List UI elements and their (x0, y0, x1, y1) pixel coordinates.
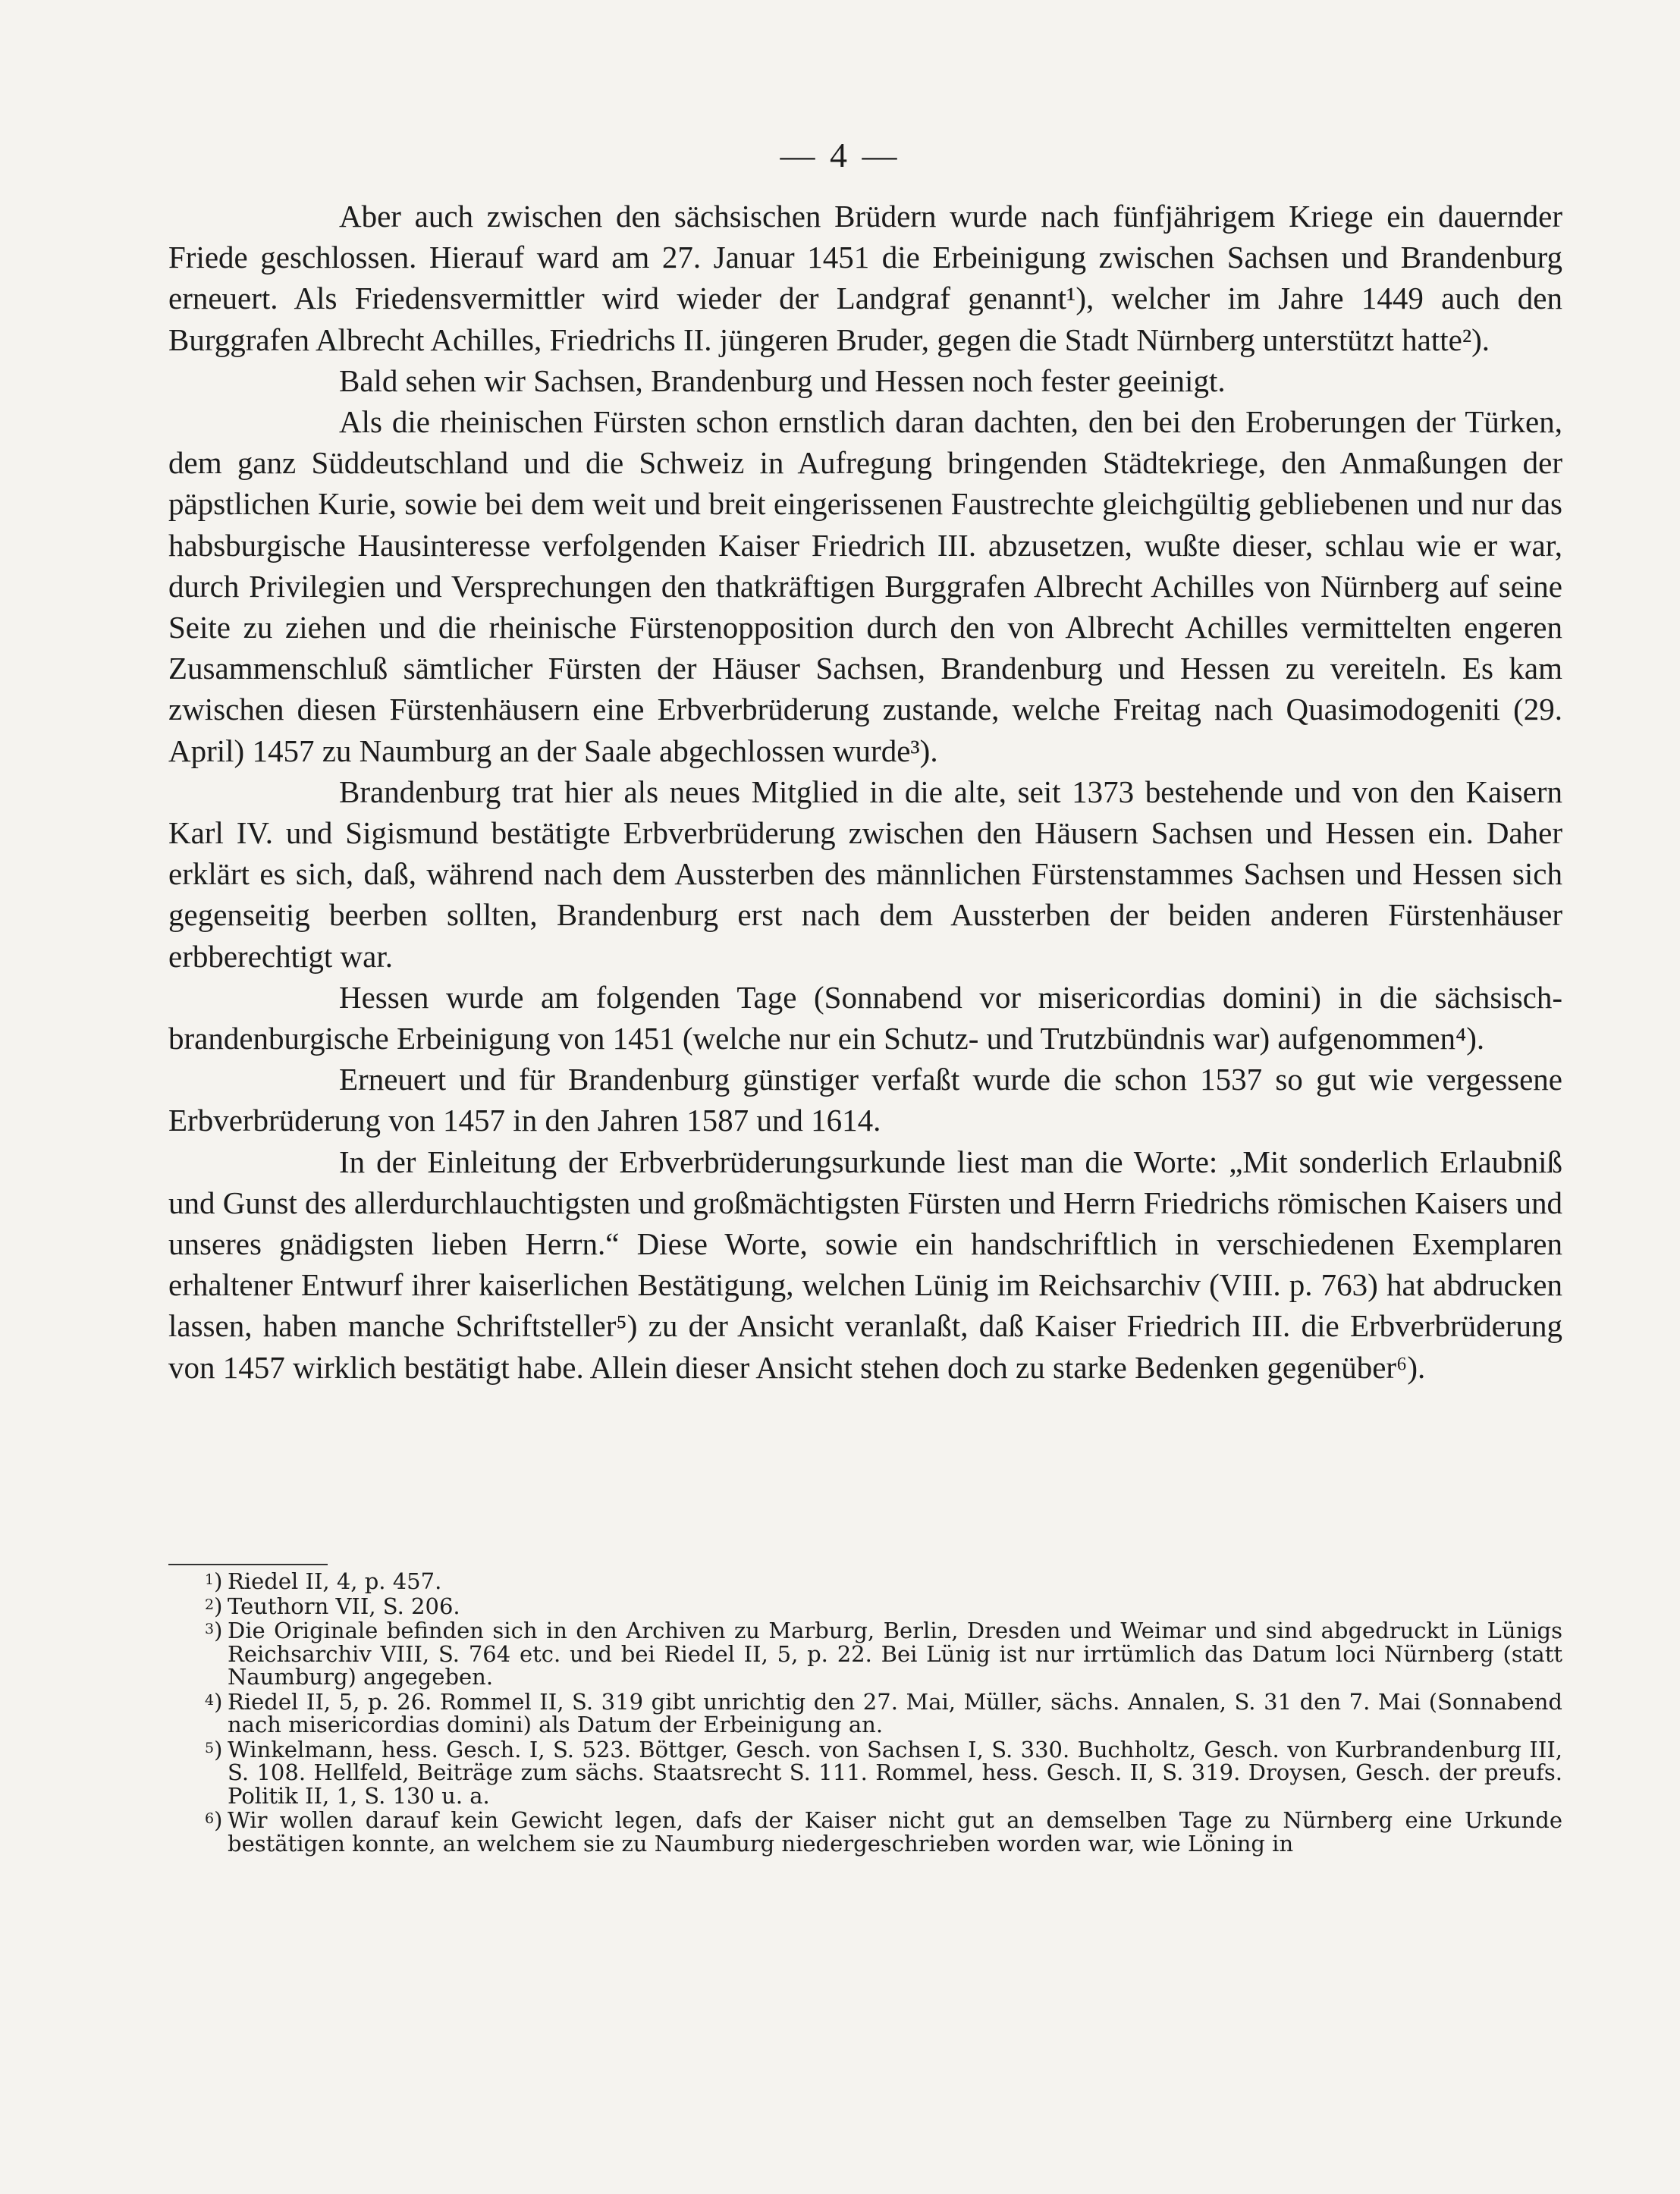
footnote-mark: 4 ) (205, 1686, 222, 1712)
footnote-text: Die Originale befinden sich in den Archiven zu Marburg, Berlin, Dresden und Weimar und sind abgedruckt in Lünigs Reichsarchiv VIII, S. 764 etc. und bei Riedel II, 5, p. 22. Bei Lünig ist nur irrtümlich das Datum loci Nürnberg (statt Naumburg) angegeben. (228, 1618, 1562, 1690)
footnote-text: Riedel II, 4, p. 457. (228, 1568, 442, 1594)
footnote-text: Riedel II, 5, p. 26. Rommel II, S. 319 gibt unrichtig den 27. Mai, Müller, sächs. Annalen, S. 31 den 7. Mai (Sonnabend nach misericordias domini) als Datum der Erbeinigung an. (228, 1688, 1562, 1737)
footnote-text: Teuthorn VII, S. 206. (228, 1593, 460, 1619)
paragraph-4: Brandenburg trat hier als neues Mitglied in die alte, seit 1373 bestehende und von den Kaisern Karl IV. und Sigismund bestätigte Erbverbrüderung zwischen den Häusern Sachsen und Hessen ein. Daher erklärt es sich, daß, während nach dem Aussterben des männlichen Fürstenstammes Sachsen und Hessen sich gegenseitig beerben sollten, Brandenburg erst nach dem Aussterben der beiden anderen Fürstenhäuser erbberechtigt war. (168, 774, 1562, 974)
footnote-mark: 5 ) (205, 1734, 222, 1760)
paragraph-6: Erneuert und für Brandenburg günstiger verfaßt wurde die schon 1537 so gut wie vergessene Erbverbrüderung von 1457 in den Jahren 1587 und 1614. (168, 1062, 1562, 1138)
paragraph-1: Aber auch zwischen den sächsischen Brüdern wurde nach fünfjährigem Kriege ein dauernder Friede geschlossen. Hierauf ward am 27. Januar 1451 die Erbeinigung zwischen Sachsen und Brandenburg erneuert. Als Friedensvermittler wird wieder der Landgraf genannt¹), welcher im Jahre 1449 auch den Burggrafen Albrecht Achilles, Friedrichs II. jüngeren Bruder, gegen die Stadt Nürnberg unterstützt hatte²). (168, 199, 1562, 357)
footnote-mark: 1 ) (205, 1565, 222, 1592)
footnote-3 (168, 1619, 1562, 1689)
paragraph-2: Bald sehen wir Sachsen, Brandenburg und Hessen noch fester geeinigt. (339, 363, 1226, 398)
footnote-mark: 6 ) (205, 1804, 222, 1831)
footnote-text: Winkelmann, hess. Gesch. I, S. 523. Böttger, Gesch. von Sachsen I, S. 330. Buchholtz, Gesch. von Kurbrandenburg III, S. 108. Hellfeld, Beiträge zum sächs. Staatsrecht S. 111. Rommel, hess. Gesch. II, S. 319. Droysen, Gesch. der preufs. Politik II, 1, S. 130 u. a. (228, 1736, 1562, 1809)
footnote-separator (168, 1564, 328, 1565)
footnote-mark: 2 ) (205, 1590, 222, 1617)
page-number: — 4 — (780, 136, 900, 174)
paragraph-7: In der Einleitung der Erbverbrüderungsurkunde liest man die Worte: „Mit sonderlich Erlaubniß und Gunst des allerdurchlauchtigsten und großmächtigsten Fürsten und Herrn Friedrichs römischen Kaisers und unseres gnädigsten lieben Herrn.“ Diese Worte, sowie ein handschriftlich in verschiedenen Exemplaren erhaltener Entwurf ihrer kaiserlichen Bestätigung, welchen Lünig im Reichsarchiv (VIII. p. 763) hat abdrucken lassen, haben manche Schriftsteller⁵) zu der Ansicht veranlaßt, daß Kaiser Friedrich III. die Erbverbrüderung von 1457 wirklich bestätigt habe. Allein dieser Ansicht stehen doch zu starke Bedenken gegenüber⁶). (168, 1144, 1562, 1385)
footnote-5 (168, 1738, 1562, 1808)
footnote-2 (168, 1595, 1562, 1618)
footnote-mark: 3 ) (205, 1615, 222, 1641)
footnotes (168, 1570, 1562, 1857)
paragraph-5: Hessen wurde am folgenden Tage (Sonnabend vor misericordias domini) in die sächsisch-brandenburgische Erbeinigung von 1451 (welche nur ein Schutz- und Trutzbündnis war) aufgenommen⁴). (168, 979, 1562, 1056)
paragraph-3: Als die rheinischen Fürsten schon ernstlich daran dachten, den bei den Eroberungen der Türken, dem ganz Süddeutschland und die Schweiz in Aufregung bringenden Städtekriege, den Anmaßungen der päpstlichen Kurie, sowie bei dem weit und breit eingerissenen Faustrechte gleichgültig gebliebenen und nur das habsburgische Hausinteresse verfolgenden Kaiser Friedrich III. abzusetzen, wußte dieser, schlau wie er war, durch Privilegien und Versprechungen den thatkräftigen Burggrafen Albrecht Achilles von Nürnberg auf seine Seite zu ziehen und die rheinische Fürstenopposition durch den von Albrecht Achilles vermittelten engeren Zusammenschluß sämtlicher Fürsten der Häuser Sachsen, Brandenburg und Hessen zu vereiteln. Es kam zwischen diesen Fürstenhäusern eine Erbverbrüderung zustande, welche Freitag nach Quasimodogeniti (29. April) 1457 zu Naumburg an der Saale abgechlossen wurde³). (168, 404, 1562, 768)
footnote-1 (168, 1570, 1562, 1593)
main-text (168, 196, 1562, 1388)
footnote-4 (168, 1690, 1562, 1737)
footnote-text: Wir wollen darauf kein Gewicht legen, dafs der Kaiser nicht gut an demselben Tage zu Nürnberg eine Urkunde bestätigen konnte, an welchem sie zu Naumburg niedergeschrieben worden war, wie Löning in (228, 1807, 1562, 1857)
footnote-6 (168, 1809, 1562, 1855)
